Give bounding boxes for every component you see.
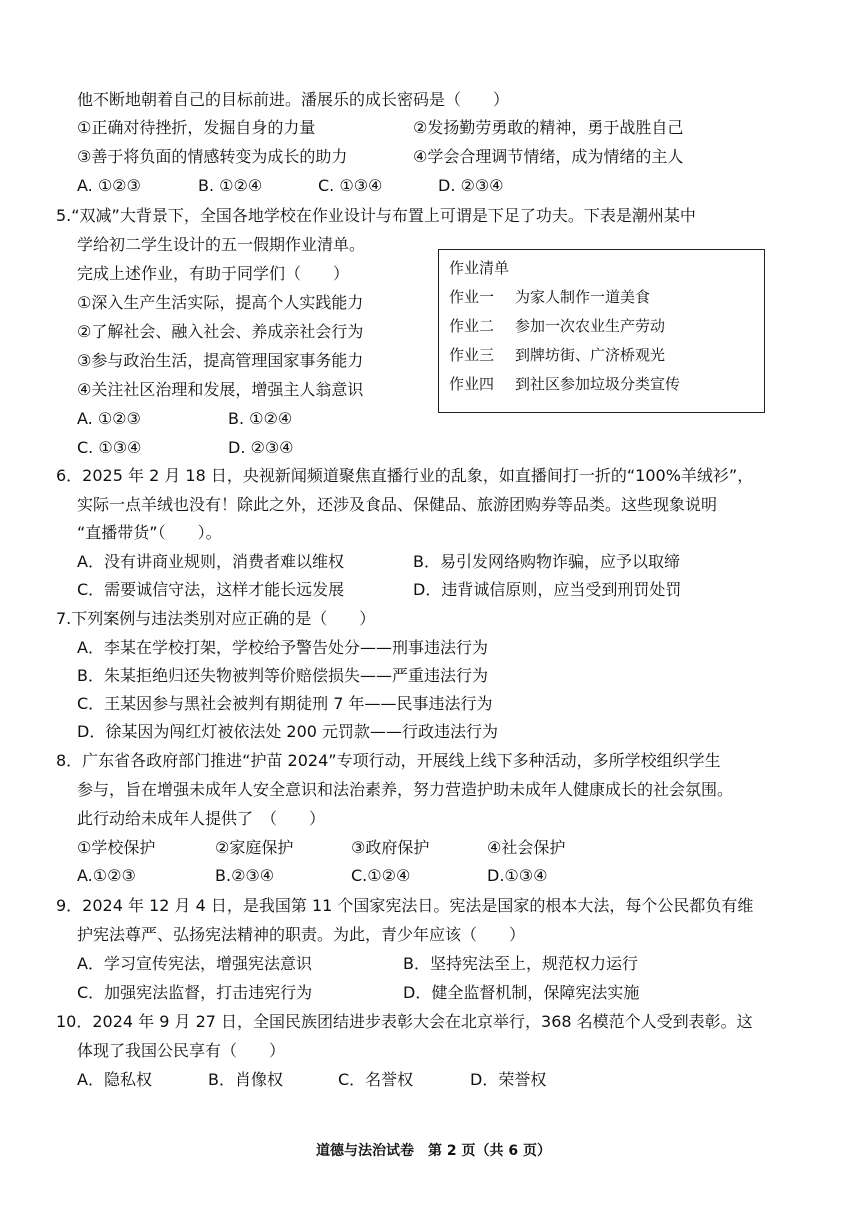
homework-row-key: 作业一 bbox=[449, 288, 495, 306]
q7-option-b: B．朱某拒绝归还失物被判等价赔偿损失——严重违法行为 bbox=[77, 666, 488, 685]
homework-row-key: 作业三 bbox=[449, 346, 495, 364]
q8-stem-line-3: 此行动给未成年人提供了 （ ） bbox=[77, 809, 326, 828]
q9-stem-line-1: 9．2024 年 12 月 4 日，是我国第 11 个国家宪法日。宪法是国家的根本大法，每个公民都负有维 bbox=[56, 896, 754, 915]
q9-stem-line-2: 护宪法尊严、弘扬宪法精神的职责。为此，青少年应该（ ） bbox=[77, 925, 526, 944]
q5-option-b: B. ①②④ bbox=[228, 409, 293, 428]
q9-option-b: B．坚持宪法至上，规范权力运行 bbox=[403, 954, 638, 973]
q7-option-d: D．徐某因为闯红灯被依法处 200 元罚款——行政违法行为 bbox=[77, 722, 499, 741]
q8-option-b: B.②③④ bbox=[215, 866, 275, 885]
q4-stem-tail: 他不断地朝着自己的目标前进。潘展乐的成长密码是（ ） bbox=[77, 90, 510, 109]
homework-row bbox=[449, 315, 665, 336]
q10-option-b: B．肖像权 bbox=[208, 1070, 283, 1089]
homework-row bbox=[449, 286, 650, 307]
q8-statement-1: ①学校保护 bbox=[77, 838, 156, 857]
q8-stem-line-2: 参与，旨在增强未成年人安全意识和法治素养，努力营造护助未成年人健康成长的社会氛围。 bbox=[77, 780, 734, 799]
q4-option-c: C. ①③④ bbox=[318, 176, 383, 195]
q6-option-a: A．没有讲商业规则，消费者难以维权 bbox=[77, 552, 344, 571]
q4-statement-1: ①正确对待挫折，发掘自身的力量 bbox=[77, 118, 316, 137]
q5-stem-line-3: 完成上述作业，有助于同学们（ ） bbox=[77, 264, 350, 283]
q9-option-c: C．加强宪法监督，打击违宪行为 bbox=[77, 983, 313, 1002]
homework-row bbox=[449, 373, 680, 394]
q8-option-d: D.①③④ bbox=[487, 866, 548, 885]
q4-statement-2: ②发扬勤劳勇敢的精神，勇于战胜自己 bbox=[413, 118, 684, 137]
q8-option-c: C.①②④ bbox=[351, 866, 411, 885]
q5-stem-line-2: 学给初二学生设计的五一假期作业清单。 bbox=[77, 235, 366, 254]
q5-option-c: C. ①③④ bbox=[77, 438, 142, 457]
q10-stem-line-1: 10．2024 年 9 月 27 日，全国民族团结进步表彰大会在北京举行，368 名模范个人受到表彰。这 bbox=[56, 1012, 753, 1031]
q5-statement-2: ②了解社会、融入社会、养成亲社会行为 bbox=[77, 322, 364, 341]
q7-option-a: A．李某在学校打架，学校给予警告处分——刑事违法行为 bbox=[77, 638, 488, 657]
homework-row-value: 到社区参加垃圾分类宣传 bbox=[515, 375, 681, 393]
q6-option-c: C．需要诚信守法，这样才能长远发展 bbox=[77, 580, 345, 599]
page-footer: 道德与法治试卷 第 2 页（共 6 页） bbox=[316, 1143, 551, 1159]
q10-option-d: D．荣誉权 bbox=[470, 1070, 547, 1089]
homework-list-table bbox=[438, 249, 765, 413]
homework-row-value: 到牌坊街、广济桥观光 bbox=[515, 346, 666, 364]
homework-row-value: 参加一次农业生产劳动 bbox=[515, 317, 666, 335]
q4-statement-3: ③善于将负面的情感转变为成长的助力 bbox=[77, 147, 348, 166]
q8-option-a: A.①②③ bbox=[77, 866, 136, 885]
q8-stem-line-1: 8．广东省各政府部门推进“护苗 2024”专项行动，开展线上线下多种活动，多所学校组织学生 bbox=[56, 751, 721, 770]
q4-option-d: D. ②③④ bbox=[438, 176, 504, 195]
homework-row bbox=[449, 344, 665, 365]
q9-option-a: A．学习宣传宪法，增强宪法意识 bbox=[77, 954, 312, 973]
q6-stem-line-1: 6．2025 年 2 月 18 日，央视新闻频道聚焦直播行业的乱象，如直播间打一折的“100%羊绒衫”， bbox=[56, 466, 754, 485]
q4-statement-4: ④学会合理调节情绪，成为情绪的主人 bbox=[413, 147, 684, 166]
q10-option-a: A．隐私权 bbox=[77, 1070, 152, 1089]
q6-stem-line-2: 实际一点羊绒也没有！除此之外，还涉及食品、保健品、旅游团购券等品类。这些现象说明 bbox=[77, 495, 718, 514]
q5-statement-1: ①深入生产生活实际，提高个人实践能力 bbox=[77, 293, 364, 312]
q10-option-c: C．名誉权 bbox=[338, 1070, 414, 1089]
q6-option-d: D．违背诚信原则，应当受到刑罚处罚 bbox=[413, 580, 682, 599]
q8-statement-4: ④社会保护 bbox=[487, 838, 566, 857]
homework-row-key: 作业四 bbox=[449, 375, 495, 393]
homework-row-key: 作业二 bbox=[449, 317, 495, 335]
q8-statement-2: ②家庭保护 bbox=[215, 838, 294, 857]
homework-list-title: 作业清单 bbox=[449, 259, 510, 277]
q6-option-b: B．易引发网络购物诈骗，应予以取缔 bbox=[413, 552, 680, 571]
q10-stem-line-2: 体现了我国公民享有（ ） bbox=[77, 1041, 286, 1060]
q7-option-c: C．王某因参与黑社会被判有期徒刑 7 年——民事违法行为 bbox=[77, 694, 493, 713]
homework-row-value: 为家人制作一道美食 bbox=[515, 288, 651, 306]
q5-option-a: A. ①②③ bbox=[77, 409, 141, 428]
q8-statement-3: ③政府保护 bbox=[351, 838, 430, 857]
q5-option-d: D. ②③④ bbox=[228, 438, 294, 457]
q9-option-d: D．健全监督机制，保障宪法实施 bbox=[403, 983, 640, 1002]
q7-stem: 7.下列案例与违法类别对应正确的是（ ） bbox=[56, 609, 376, 628]
q4-option-a: A. ①②③ bbox=[77, 176, 141, 195]
q5-stem-line-1: 5.“双减”大背景下，全国各地学校在作业设计与布置上可谓是下足了功夫。下表是潮州某中 bbox=[56, 206, 696, 225]
q5-statement-3: ③参与政治生活，提高管理国家事务能力 bbox=[77, 351, 364, 370]
q5-statement-4: ④关注社区治理和发展，增强主人翁意识 bbox=[77, 380, 364, 399]
q6-stem-line-3: “直播带货”（ ）。 bbox=[77, 523, 222, 542]
q4-option-b: B. ①②④ bbox=[198, 176, 263, 195]
